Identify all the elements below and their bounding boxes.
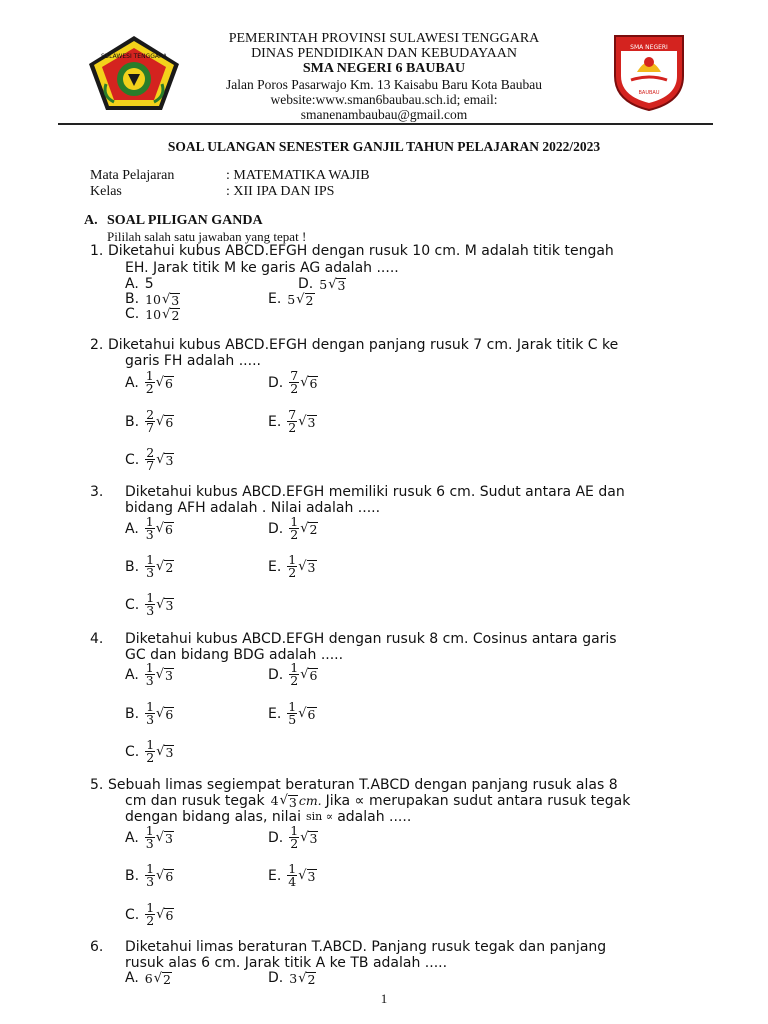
option-a[interactable]	[125, 516, 174, 541]
denominator: 2	[145, 381, 154, 396]
option-e[interactable]	[268, 863, 317, 888]
option-label: E.	[268, 291, 282, 307]
option-label: D.	[268, 520, 284, 537]
option-label: A.	[125, 520, 139, 537]
option-c[interactable]	[125, 739, 174, 764]
option-b[interactable]	[125, 863, 174, 888]
option-label: B.	[125, 705, 140, 722]
sqrt-icon: √	[153, 970, 163, 986]
option-c[interactable]	[125, 447, 174, 472]
numerator: 1	[290, 514, 299, 529]
class-value: : XII IPA DAN IPS	[226, 184, 335, 199]
option-a[interactable]	[125, 662, 174, 687]
option-coefficient: 6	[144, 970, 153, 986]
numerator: 1	[288, 861, 297, 876]
option-c[interactable]	[125, 306, 180, 322]
option-label: D.	[268, 374, 284, 391]
radicand: 2	[163, 971, 171, 987]
option-label: C.	[125, 306, 140, 322]
sqrt-icon: √	[156, 744, 165, 759]
sqrt-icon: √	[156, 559, 165, 574]
sin-expression: sin ∝	[305, 810, 334, 823]
sqrt-icon: √	[155, 830, 165, 845]
option-e[interactable]	[268, 701, 317, 726]
option-e[interactable]	[268, 554, 317, 579]
option-label: D.	[268, 666, 284, 683]
numerator: 1	[145, 514, 154, 529]
option-label: D.	[268, 970, 284, 986]
section-letter: A.	[84, 213, 98, 228]
sqrt-icon: √	[156, 706, 165, 721]
page-number: 1	[380, 991, 388, 1006]
denominator: 3	[145, 527, 154, 542]
option-label: A.	[125, 374, 139, 391]
option-label: B.	[125, 867, 140, 884]
sqrt-icon: √	[155, 667, 165, 682]
question-text: Diketahui kubus ABCD.EFGH dengan rusuk 10 cm. M adalah titik tengah	[108, 243, 614, 259]
sqrt-icon: √	[300, 667, 309, 682]
numerator: 1	[146, 900, 155, 915]
unit: cm.	[298, 793, 322, 808]
option-b[interactable]	[125, 701, 174, 726]
denominator: 2	[146, 913, 155, 928]
option-d[interactable]	[298, 276, 346, 292]
option-e[interactable]	[268, 409, 317, 434]
sqrt-icon: √	[156, 414, 165, 429]
sqrt-icon: √	[328, 276, 337, 292]
sqrt-icon: √	[156, 597, 165, 612]
option-label: A.	[125, 829, 139, 846]
header-email: smanenambaubau@gmail.com	[300, 107, 468, 122]
question-text: Sebuah limas segiempat beraturan T.ABCD dengan panjang rusuk alas 8	[108, 777, 618, 793]
radicand: 6	[165, 522, 173, 537]
option-value: 5	[144, 276, 154, 292]
option-label: A.	[125, 276, 139, 292]
denominator: 2	[290, 381, 299, 396]
option-b[interactable]	[125, 409, 174, 434]
option-label: A.	[125, 666, 139, 683]
svg-text:SMA NEGERI: SMA NEGERI	[630, 44, 668, 51]
numerator: 7	[288, 407, 297, 422]
header-department: DINAS PENDIDIKAN DAN KEBUDAYAAN	[251, 46, 517, 61]
sqrt-icon: √	[161, 291, 171, 307]
sqrt-icon: √	[296, 291, 305, 307]
sqrt-icon: √	[300, 830, 309, 845]
numerator: 1	[146, 552, 155, 567]
option-label: C.	[125, 906, 140, 923]
sqrt-icon: √	[298, 868, 307, 883]
sqrt-icon: √	[156, 907, 165, 922]
option-coefficient: 5	[287, 291, 296, 307]
radicand: 6	[165, 376, 173, 391]
question-text: EH. Jarak titik M ke garis AG adalah .....	[125, 260, 399, 276]
radicand: 3	[307, 869, 316, 884]
radicand: 6	[165, 908, 174, 923]
option-c[interactable]	[125, 902, 174, 927]
option-a[interactable]	[125, 370, 174, 395]
header-address: Jalan Poros Pasarwajo Km. 13 Kaisabu Baru Kota Baubau	[225, 77, 543, 92]
question-text-part: Jika ∝ merupakan sudut antara rusuk tegak	[325, 793, 631, 809]
subject-value: : MATEMATIKA WAJIB	[226, 168, 370, 183]
option-label: D.	[268, 829, 284, 846]
numerator: 2	[146, 407, 155, 422]
sqrt-icon: √	[279, 793, 288, 808]
option-label: C.	[125, 451, 140, 468]
sqrt-icon: √	[162, 306, 171, 322]
option-b[interactable]	[125, 291, 180, 307]
radicand: 3	[307, 415, 316, 430]
question-text	[125, 793, 630, 809]
header-divider	[58, 123, 713, 125]
option-label: E.	[268, 558, 282, 575]
question-text: rusuk alas 6 cm. Jarak titik A ke TB adalah .....	[125, 955, 448, 971]
option-a[interactable]	[125, 276, 154, 292]
denominator: 3	[145, 836, 154, 851]
sqrt-icon: √	[298, 559, 307, 574]
denominator: 3	[146, 874, 155, 889]
option-coefficient: 3	[289, 970, 298, 986]
radicand: 3	[165, 668, 173, 683]
radicand: 3	[288, 795, 297, 810]
denominator: 3	[146, 712, 155, 727]
school-logo	[611, 32, 687, 112]
option-d[interactable]	[268, 516, 318, 541]
question-text: Diketahui kubus ABCD.EFGH dengan rusuk 8 cm. Cosinus antara garis	[125, 631, 617, 647]
sqrt-icon: √	[155, 375, 165, 390]
denominator: 5	[288, 712, 297, 727]
option-label: C.	[125, 596, 140, 613]
radicand: 3	[165, 831, 173, 846]
denominator: 3	[146, 603, 155, 618]
denominator: 3	[145, 673, 154, 688]
radicand: 3	[171, 292, 180, 308]
radicand: 3	[309, 831, 318, 846]
sqrt-icon: √	[298, 970, 307, 986]
denominator: 2	[290, 673, 299, 688]
numerator: 1	[146, 861, 155, 876]
radicand: 2	[309, 522, 318, 537]
option-coefficient: 5	[319, 276, 328, 292]
denominator: 4	[288, 874, 297, 889]
radicand: 6	[165, 415, 174, 430]
option-d[interactable]	[268, 370, 318, 395]
radicand: 3	[165, 745, 174, 760]
option-e[interactable]	[268, 291, 315, 307]
option-b[interactable]	[125, 554, 174, 579]
subject-label: Mata Pelajaran	[90, 168, 175, 183]
numerator: 7	[290, 368, 299, 383]
denominator: 2	[290, 527, 299, 542]
option-label: B.	[125, 558, 140, 575]
option-a[interactable]	[125, 970, 172, 986]
numerator: 1	[290, 823, 299, 838]
question-number: 1.	[90, 243, 104, 259]
question-text: Diketahui kubus ABCD.EFGH dengan panjang rusuk 7 cm. Jarak titik C ke	[108, 337, 619, 353]
denominator: 2	[146, 750, 155, 765]
radicand: 2	[171, 307, 180, 323]
numerator: 1	[290, 660, 299, 675]
numerator: 1	[146, 699, 155, 714]
svg-text:BAUBAU: BAUBAU	[638, 90, 660, 96]
question-text	[125, 809, 411, 825]
option-coefficient: 10	[145, 291, 161, 307]
option-label: B.	[125, 291, 140, 307]
radicand: 6	[307, 707, 316, 722]
class-label: Kelas	[90, 184, 122, 199]
numerator: 1	[145, 660, 154, 675]
radicand: 3	[165, 453, 174, 468]
svg-text:SULAWESI TENGGARA: SULAWESI TENGGARA	[100, 53, 168, 60]
radicand: 6	[165, 869, 174, 884]
denominator: 2	[290, 836, 299, 851]
option-d[interactable]	[268, 825, 318, 850]
option-label: E.	[268, 705, 282, 722]
sqrt-icon: √	[300, 375, 309, 390]
option-coefficient: 10	[145, 306, 162, 322]
question-text: GC dan bidang BDG adalah .....	[125, 647, 344, 663]
question-number: 6.	[90, 939, 104, 955]
option-label: D.	[298, 276, 314, 292]
denominator: 3	[146, 565, 155, 580]
question-number: 2.	[90, 337, 104, 353]
numerator: 1	[145, 823, 154, 838]
numerator: 1	[145, 368, 154, 383]
option-label: E.	[268, 413, 282, 430]
radicand: 6	[165, 707, 174, 722]
exam-title: SOAL ULANGAN SENESTER GANJIL TAHUN PELAJARAN 2022/2023	[167, 139, 601, 154]
denominator: 7	[146, 420, 155, 435]
option-label: C.	[125, 743, 140, 760]
question-text: garis FH adalah .....	[125, 353, 261, 369]
radicand: 2	[307, 971, 316, 987]
header-province: PEMERINTAH PROVINSI SULAWESI TENGGARA	[228, 31, 540, 46]
section-instruction: Pililah salah satu jawaban yang tepat !	[107, 229, 307, 244]
option-d[interactable]	[268, 662, 318, 687]
radicand: 6	[309, 376, 318, 391]
coefficient: 4	[270, 793, 279, 808]
option-label: E.	[268, 867, 282, 884]
question-text: bidang AFH adalah . Nilai adalah .....	[125, 500, 381, 516]
question-number: 3.	[90, 484, 104, 500]
option-label: A.	[125, 970, 139, 986]
numerator: 1	[288, 699, 297, 714]
sqrt-icon: √	[156, 452, 165, 467]
question-text-part: dengan bidang alas, nilai	[125, 809, 301, 825]
section-title: SOAL PILIGAN GANDA	[107, 213, 263, 228]
sqrt-icon: √	[156, 868, 165, 883]
option-label: B.	[125, 413, 140, 430]
option-d[interactable]	[268, 970, 316, 986]
denominator: 2	[288, 565, 297, 580]
denominator: 2	[288, 420, 297, 435]
question-text: Diketahui kubus ABCD.EFGH memiliki rusuk 6 cm. Sudut antara AE dan	[125, 484, 625, 500]
header-website: website:www.sman6baubau.sch.id; email:	[270, 92, 498, 107]
header-school-name: SMA NEGERI 6 BAUBAU	[302, 61, 466, 76]
radicand: 3	[165, 598, 174, 613]
question-text: Diketahui limas beraturan T.ABCD. Panjang rusuk tegak dan panjang	[125, 939, 607, 955]
radicand: 6	[309, 668, 318, 683]
radicand: 3	[337, 277, 346, 293]
radicand: 2	[165, 560, 174, 575]
question-text-part: adalah .....	[337, 809, 412, 825]
question-text-part: cm dan rusuk tegak	[125, 793, 265, 809]
sqrt-icon: √	[155, 521, 165, 536]
numerator: 1	[288, 552, 297, 567]
denominator: 7	[146, 458, 155, 473]
question-number: 5.	[90, 777, 104, 793]
option-a[interactable]	[125, 825, 174, 850]
sqrt-icon: √	[298, 414, 307, 429]
question-number: 4.	[90, 631, 104, 647]
numerator: 1	[146, 737, 155, 752]
sqrt-icon: √	[300, 521, 309, 536]
numerator: 2	[146, 445, 155, 460]
option-c[interactable]	[125, 592, 174, 617]
radicand: 2	[305, 292, 314, 308]
numerator: 1	[146, 590, 155, 605]
sqrt-icon: √	[298, 706, 307, 721]
radicand: 3	[307, 560, 316, 575]
